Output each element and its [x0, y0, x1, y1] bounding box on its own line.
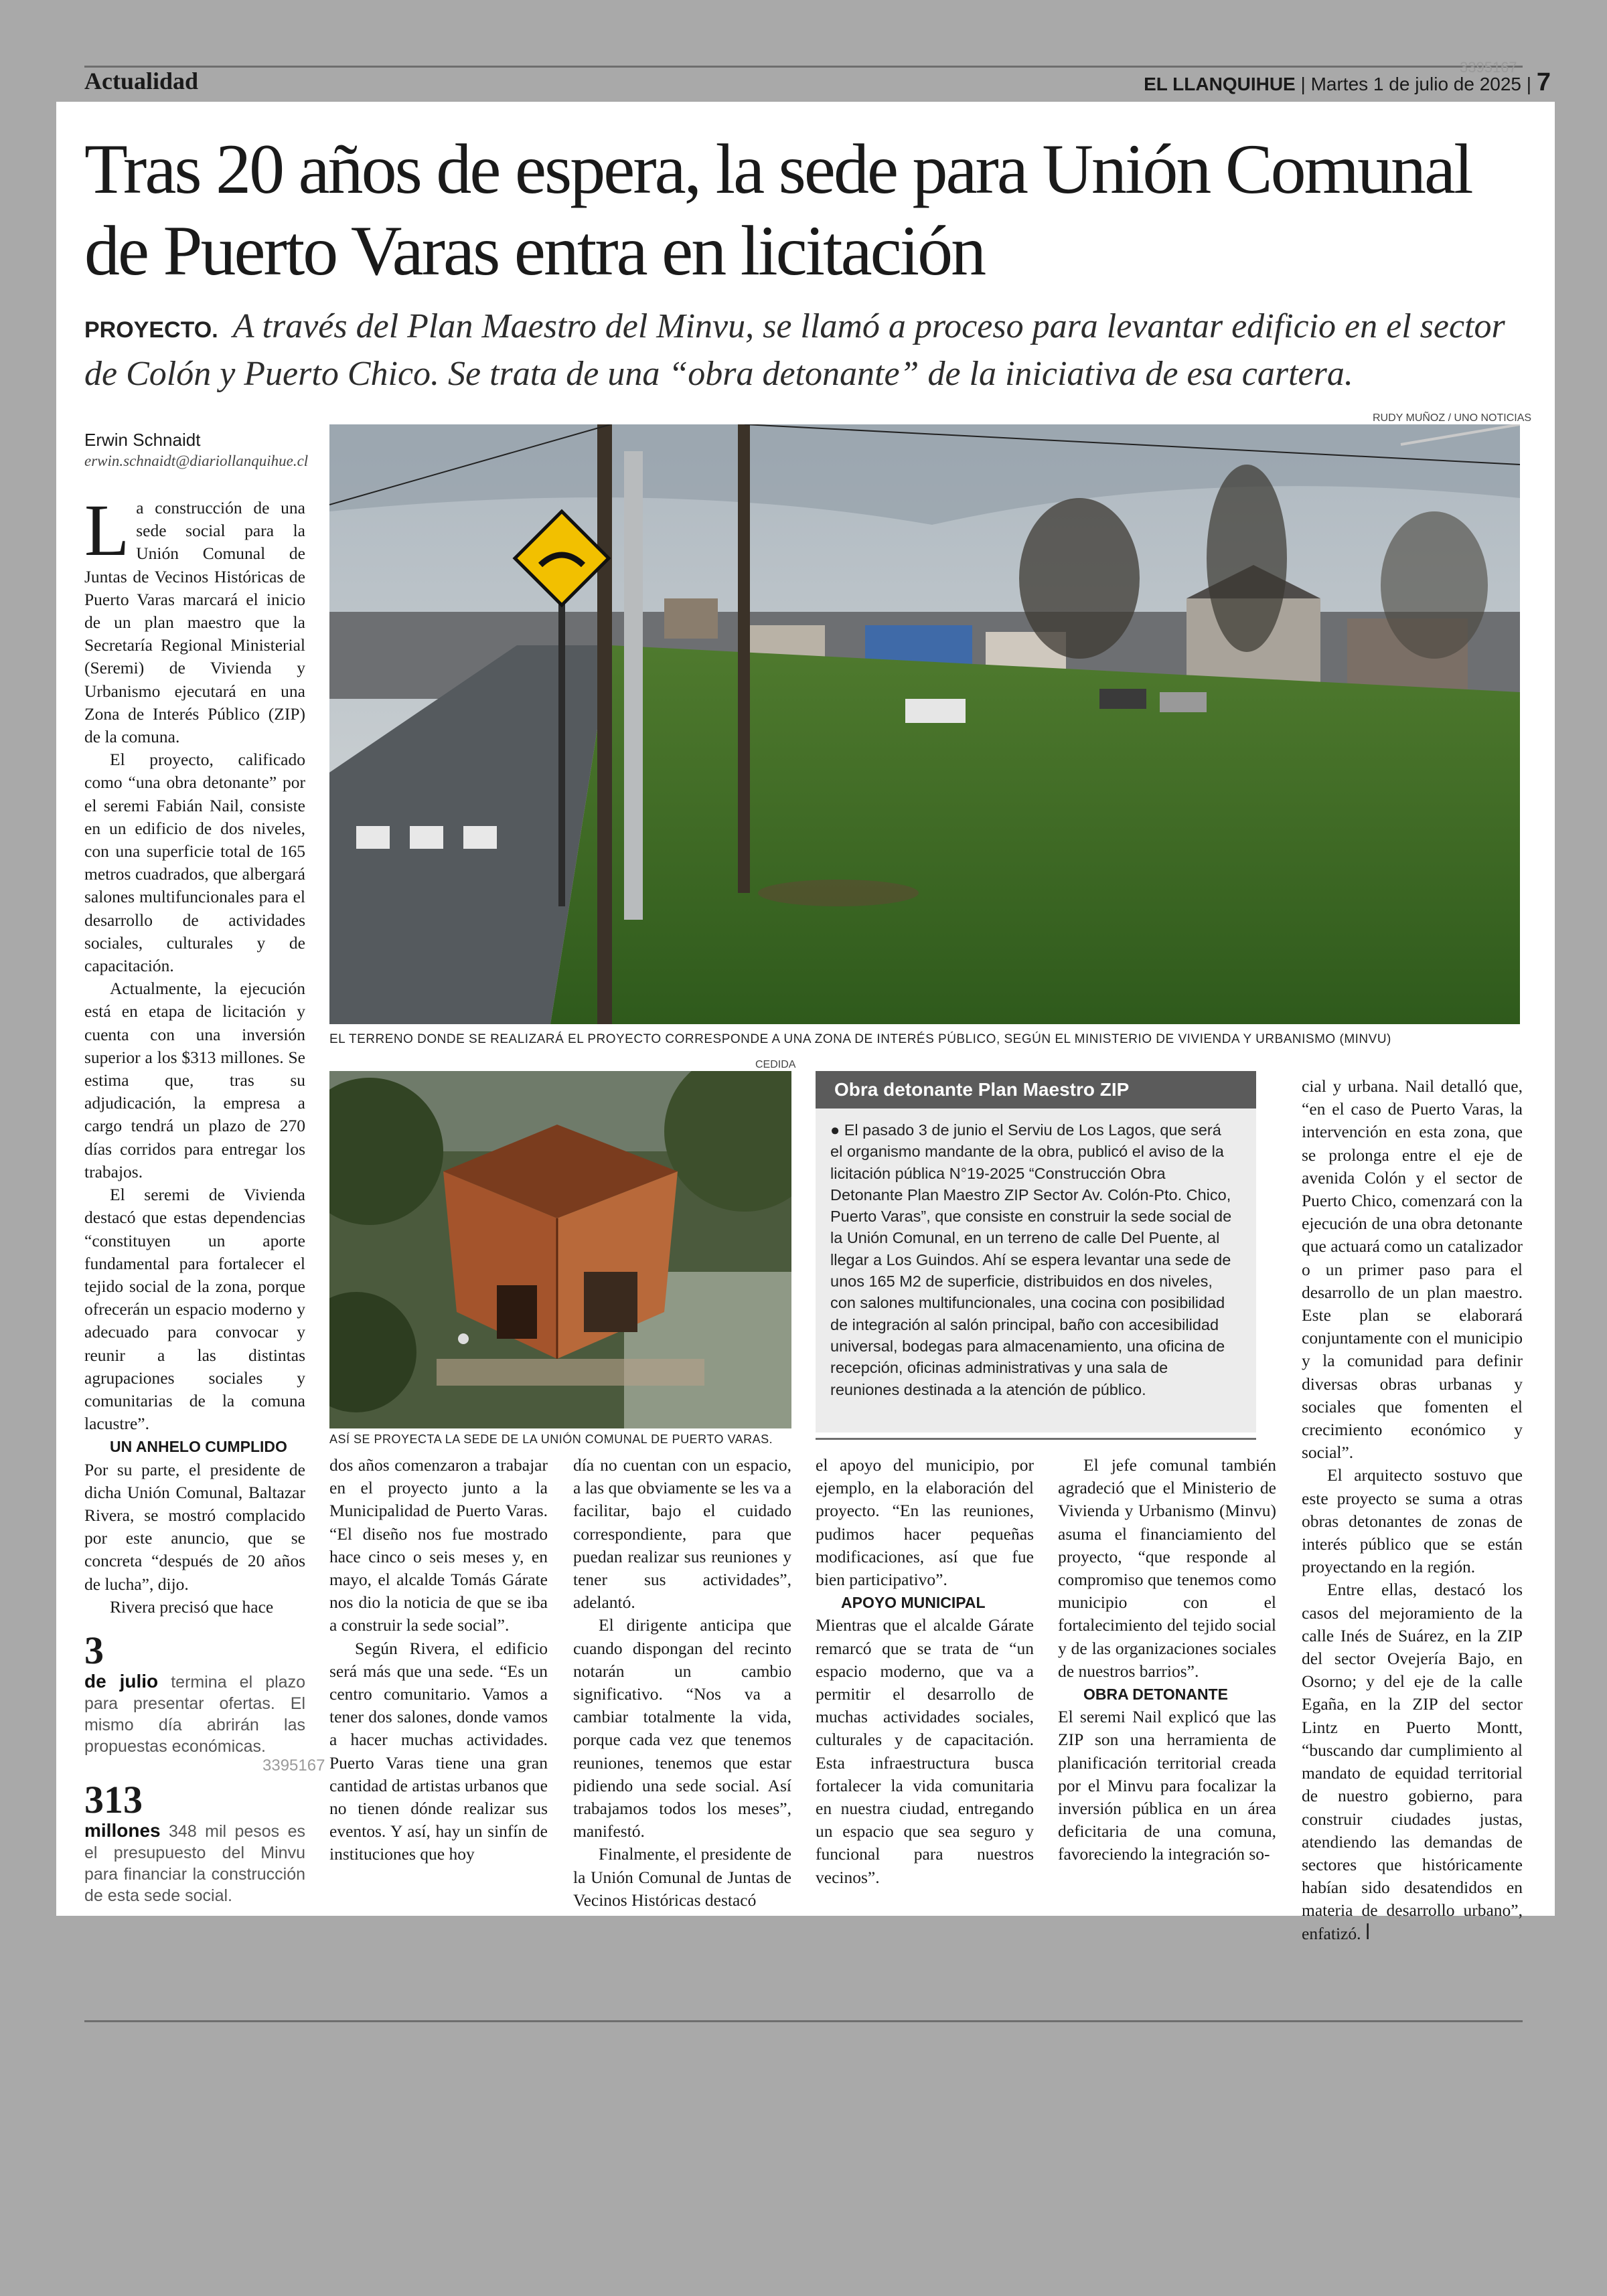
fact-2-number: 313 — [84, 1777, 143, 1821]
column-1 — [84, 489, 305, 1906]
subhead-apoyo: APOYO MUNICIPAL — [841, 1594, 986, 1612]
info-box — [816, 1071, 1256, 1432]
main-photo — [329, 424, 1520, 1024]
col6-paragraph-3: Entre ellas, destacó los casos del mejoramiento de la calle Inés de Suárez, en la ZIP del sector Ovejería Bajo, en Osorno; y del eje de la calle Egaña, en la ZIP del sector Lintz en Puerto Montt, “buscando dar cumplimiento al mandato de equidad territorial de nuestro gobierno, para construir ciudades justas, atendiendo las demandas de sectores que históricamente habían sido desatendidos en materia de desarrollo urbano”, enfatizó. — [1302, 1580, 1523, 1943]
deck-kicker: PROYECTO. — [84, 317, 218, 343]
col6-paragraph-1: cial y urbana. Nail detalló que, “en el caso de Puerto Varas, la intervención en esta zona, que se prolonga entre el eje de avenida Colón y el sector de Puerto Chico, comenzará con la ejecución de una obra detonante que actuará como un catalizador o un primer paso para el desarrollo de un plan maestro. Este plan se elaborará conjuntamente con el municipio y la comunidad para definir diversas obras urbanas y sociales que fomenten el crecimiento económico y social”. — [1302, 1076, 1523, 1463]
headline: Tras 20 años de espera, la sede para Unión Comunal de Puerto Varas entra en licitación — [84, 130, 1472, 290]
fact-1-text: termina el plazo para presentar ofertas. El mismo día abrirán las propuestas económicas. — [84, 1672, 305, 1756]
col1-paragraph-6: Rivera precisó que hace — [110, 1596, 274, 1617]
render-photo-credit: CEDIDA — [755, 1059, 796, 1070]
street-scene-image — [329, 424, 1520, 1024]
author-name: Erwin Schnaidt — [84, 430, 201, 450]
deck — [84, 305, 1517, 396]
info-box-text: El pasado 3 de junio el Serviu de Los Lagos, que será el organismo mandante de la obra, publicó el aviso de la licitación pública N°19-2025 “Construcción Obra Detonante Plan Maestro ZIP Sector Av. Colón-Pto. Chico, Puerto Varas”, que consiste en construir la sede social de la Unión Comunal, en un terreno de calle Del Puente, al llegar a Los Guindos. Ahí se espera levantar una sede de unos 165 M2 de superficie, distribuidos en dos niveles, con salones multifuncionales, una cocina con posibilidad de integración al salón principal, baño con accesibilidad universal, bodegas para almacenamiento, una oficina de recepción, oficinas administrativas y una sala de reuniones destinada a la atención de público. — [830, 1121, 1232, 1398]
main-photo-caption: EL TERRENO DONDE SE REALIZARÁ EL PROYECTO CORRESPONDE A UNA ZONA DE INTERÉS PÚBLICO, SEGÚN EL MINISTERIO DE VIVIENDA Y URBANISMO (MINVU) — [329, 1032, 1391, 1046]
end-mark-icon: ꟾ — [1365, 1923, 1371, 1943]
col1-paragraph-2: El proyecto, calificado como “una obra detonante” por el seremi Fabián Nail, consiste en un edificio de dos niveles, con una superficie total de 165 metros cuadrados, que albergará salones multifuncionales para el desarrollo de actividades sociales, culturales y de capacitación. — [84, 750, 305, 976]
clipping-code-inline: 3395167 — [262, 1756, 325, 1775]
clipping-code-top: 3395167 — [1460, 59, 1517, 76]
info-box-title: Obra detonante Plan Maestro ZIP — [816, 1071, 1256, 1109]
info-box-bottom-rule — [816, 1438, 1256, 1440]
fact-1-note — [84, 1671, 305, 1757]
subhead-obra: OBRA DETONANTE — [1083, 1686, 1228, 1704]
bullet-icon: ● — [830, 1121, 840, 1139]
column-4 — [816, 1454, 1034, 1889]
col1-paragraph-1: a construcción de una sede social para la Unión Comunal de Juntas de Vecinos Históricas de Puerto Varas marcará el inicio de un plan maestro que la Secretaría Regional Ministerial (Seremi) de Vivienda y Urbanismo ejecutará en una Zona de Interés Público (ZIP) de la comuna. — [84, 498, 305, 747]
column-2 — [329, 1454, 548, 1866]
col4-paragraph-1: el apoyo del municipio, por ejemplo, en la elaboración del proyecto. “En las reuniones, pudimos hacer pequeñas modificaciones, así que fue bien participativo”. — [816, 1455, 1034, 1590]
fact-1-lead: de julio — [84, 1670, 159, 1692]
page-number: 7 — [1536, 68, 1551, 96]
column-3 — [573, 1454, 791, 1912]
newspaper-name: EL LLANQUIHUE — [1144, 74, 1296, 94]
bottom-rule — [84, 2020, 1523, 2022]
col4-paragraph-2: Mientras que el alcalde Gárate remarcó que se trata de “un espacio moderno, que va a permitir el desarrollo de muchas actividades sociales, culturales y de capacitación. Esta infraestructura busca fortalecer la vida comunitaria en nuestra ciudad, entregando un espacio que sea seguro y funcional para nuestros vecinos”. — [816, 1615, 1034, 1887]
column-6 — [1302, 1075, 1523, 1945]
fact-1-number: 3 — [84, 1628, 104, 1672]
col1-paragraph-4: El seremi de Vivienda destacó que estas dependencias “constituyen un aporte fundamental para fortalecer el tejido social de la zona, porque ofrecerán un espacio moderno y adecuado para convocar y reunir a las distintas agrupaciones sociales y comunitarias de la comuna lacustre”. — [84, 1185, 305, 1434]
col1-paragraph-3: Actualmente, la ejecución está en etapa de licitación y cuenta con una inversión superior a los $313 millones. Se estima que, tras su adjudicación, la empresa a cargo tendrá un plazo de 270 días corridos para entregar los trabajos. — [84, 979, 305, 1181]
col5-paragraph-1: El jefe comunal también agradeció que el Ministerio de Vivienda y Urbanismo (Minvu) asuma el financiamiento del proyecto, “que responde al compromiso que tenemos como municipio con el fortalecimiento del tejido social y de las organizaciones sociales de nuestros barrios”. — [1058, 1455, 1276, 1681]
col3-paragraph-1: día no cuentan con un espacio, a las que obviamente se les va a facilitar, bajo el cuidado correspondiente, para que puedan realizar sus reuniones y tener sus actividades”, adelantó. — [573, 1455, 791, 1613]
col2-paragraph-1: dos años comenzaron a trabajar en el proyecto junto a la Municipalidad de Puerto Varas. “El diseño nos fue mostrado hace cinco o seis meses y, en mayo, el alcalde Tomás Gárate nos dio la noticia de que se iba a construir la sede social”. — [329, 1455, 548, 1635]
fact-2-text: 348 mil pesos es el presupuesto del Minvu para financiar la construcción de esta sede social. — [84, 1821, 305, 1905]
dropcap: L — [84, 489, 130, 571]
col6-paragraph-2: El arquitecto sostuvo que este proyecto se suma a otras obras detonantes de zonas de interés público que se están proyectando en la región. — [1302, 1465, 1523, 1577]
col5-paragraph-2: El seremi Nail explicó que las ZIP son una herramienta de planificación territorial creada por el Minvu para focalizar la inversión pública en un área deficitaria de una comuna, favoreciendo la integración so- — [1058, 1707, 1276, 1864]
top-rule — [84, 66, 1523, 68]
render-photo — [329, 1071, 791, 1428]
col3-paragraph-2: El dirigente anticipa que cuando dispongan del recinto notarán un cambio significativo. “Nos va a cambiar totalmente la vida, porque cada vez que tenemos reuniones, tenemos que estar pidiendo una sede social. Así trabajamos todos los meses”, manifestó. — [573, 1615, 791, 1841]
deck-text: A través del Plan Maestro del Minvu, se llamó a proceso para levantar edificio en el sector de Colón y Puerto Chico. Se trata de una “obra detonante” de la iniciativa de esa cartera. — [84, 307, 1505, 393]
page-header-right: EL LLANQUIHUE | Martes 1 de julio de 2025 | 7 — [1144, 68, 1551, 96]
building-render-image — [329, 1071, 791, 1428]
fact-2-lead: millones — [84, 1819, 161, 1841]
issue-date: Martes 1 de julio de 2025 — [1310, 74, 1522, 94]
column-5 — [1058, 1454, 1276, 1866]
section-name: Actualidad — [84, 68, 199, 94]
render-photo-caption: ASÍ SE PROYECTA LA SEDE DE LA UNIÓN COMUNAL DE PUERTO VARAS. — [329, 1432, 773, 1446]
col3-paragraph-3: Finalmente, el presidente de la Unión Comunal de Juntas de Vecinos Históricas destacó — [573, 1844, 791, 1910]
fact-2-note — [84, 1820, 305, 1906]
subhead-anhelo: UN ANHELO CUMPLIDO — [110, 1438, 287, 1456]
col1-paragraph-5: Por su parte, el presidente de dicha Unión Comunal, Baltazar Rivera, se mostró complacido por este anuncio, que se concreta “después de 20 años de lucha”, dijo. — [84, 1459, 305, 1594]
col2-paragraph-2: Según Rivera, el edificio será más que una sede. “Es un centro comunitario. Vamos a tener dos salones, donde vamos a hacer muchas actividades. Puerto Varas tiene una gran cantidad de artistas urbanos que no tienen dónde realizar sus eventos. Y así, hay un sinfín de instituciones que hoy — [329, 1638, 548, 1864]
main-photo-credit: RUDY MUÑOZ / UNO NOTICIAS — [1373, 412, 1532, 424]
author-email: erwin.schnaidt@diariollanquihue.cl — [84, 453, 309, 469]
